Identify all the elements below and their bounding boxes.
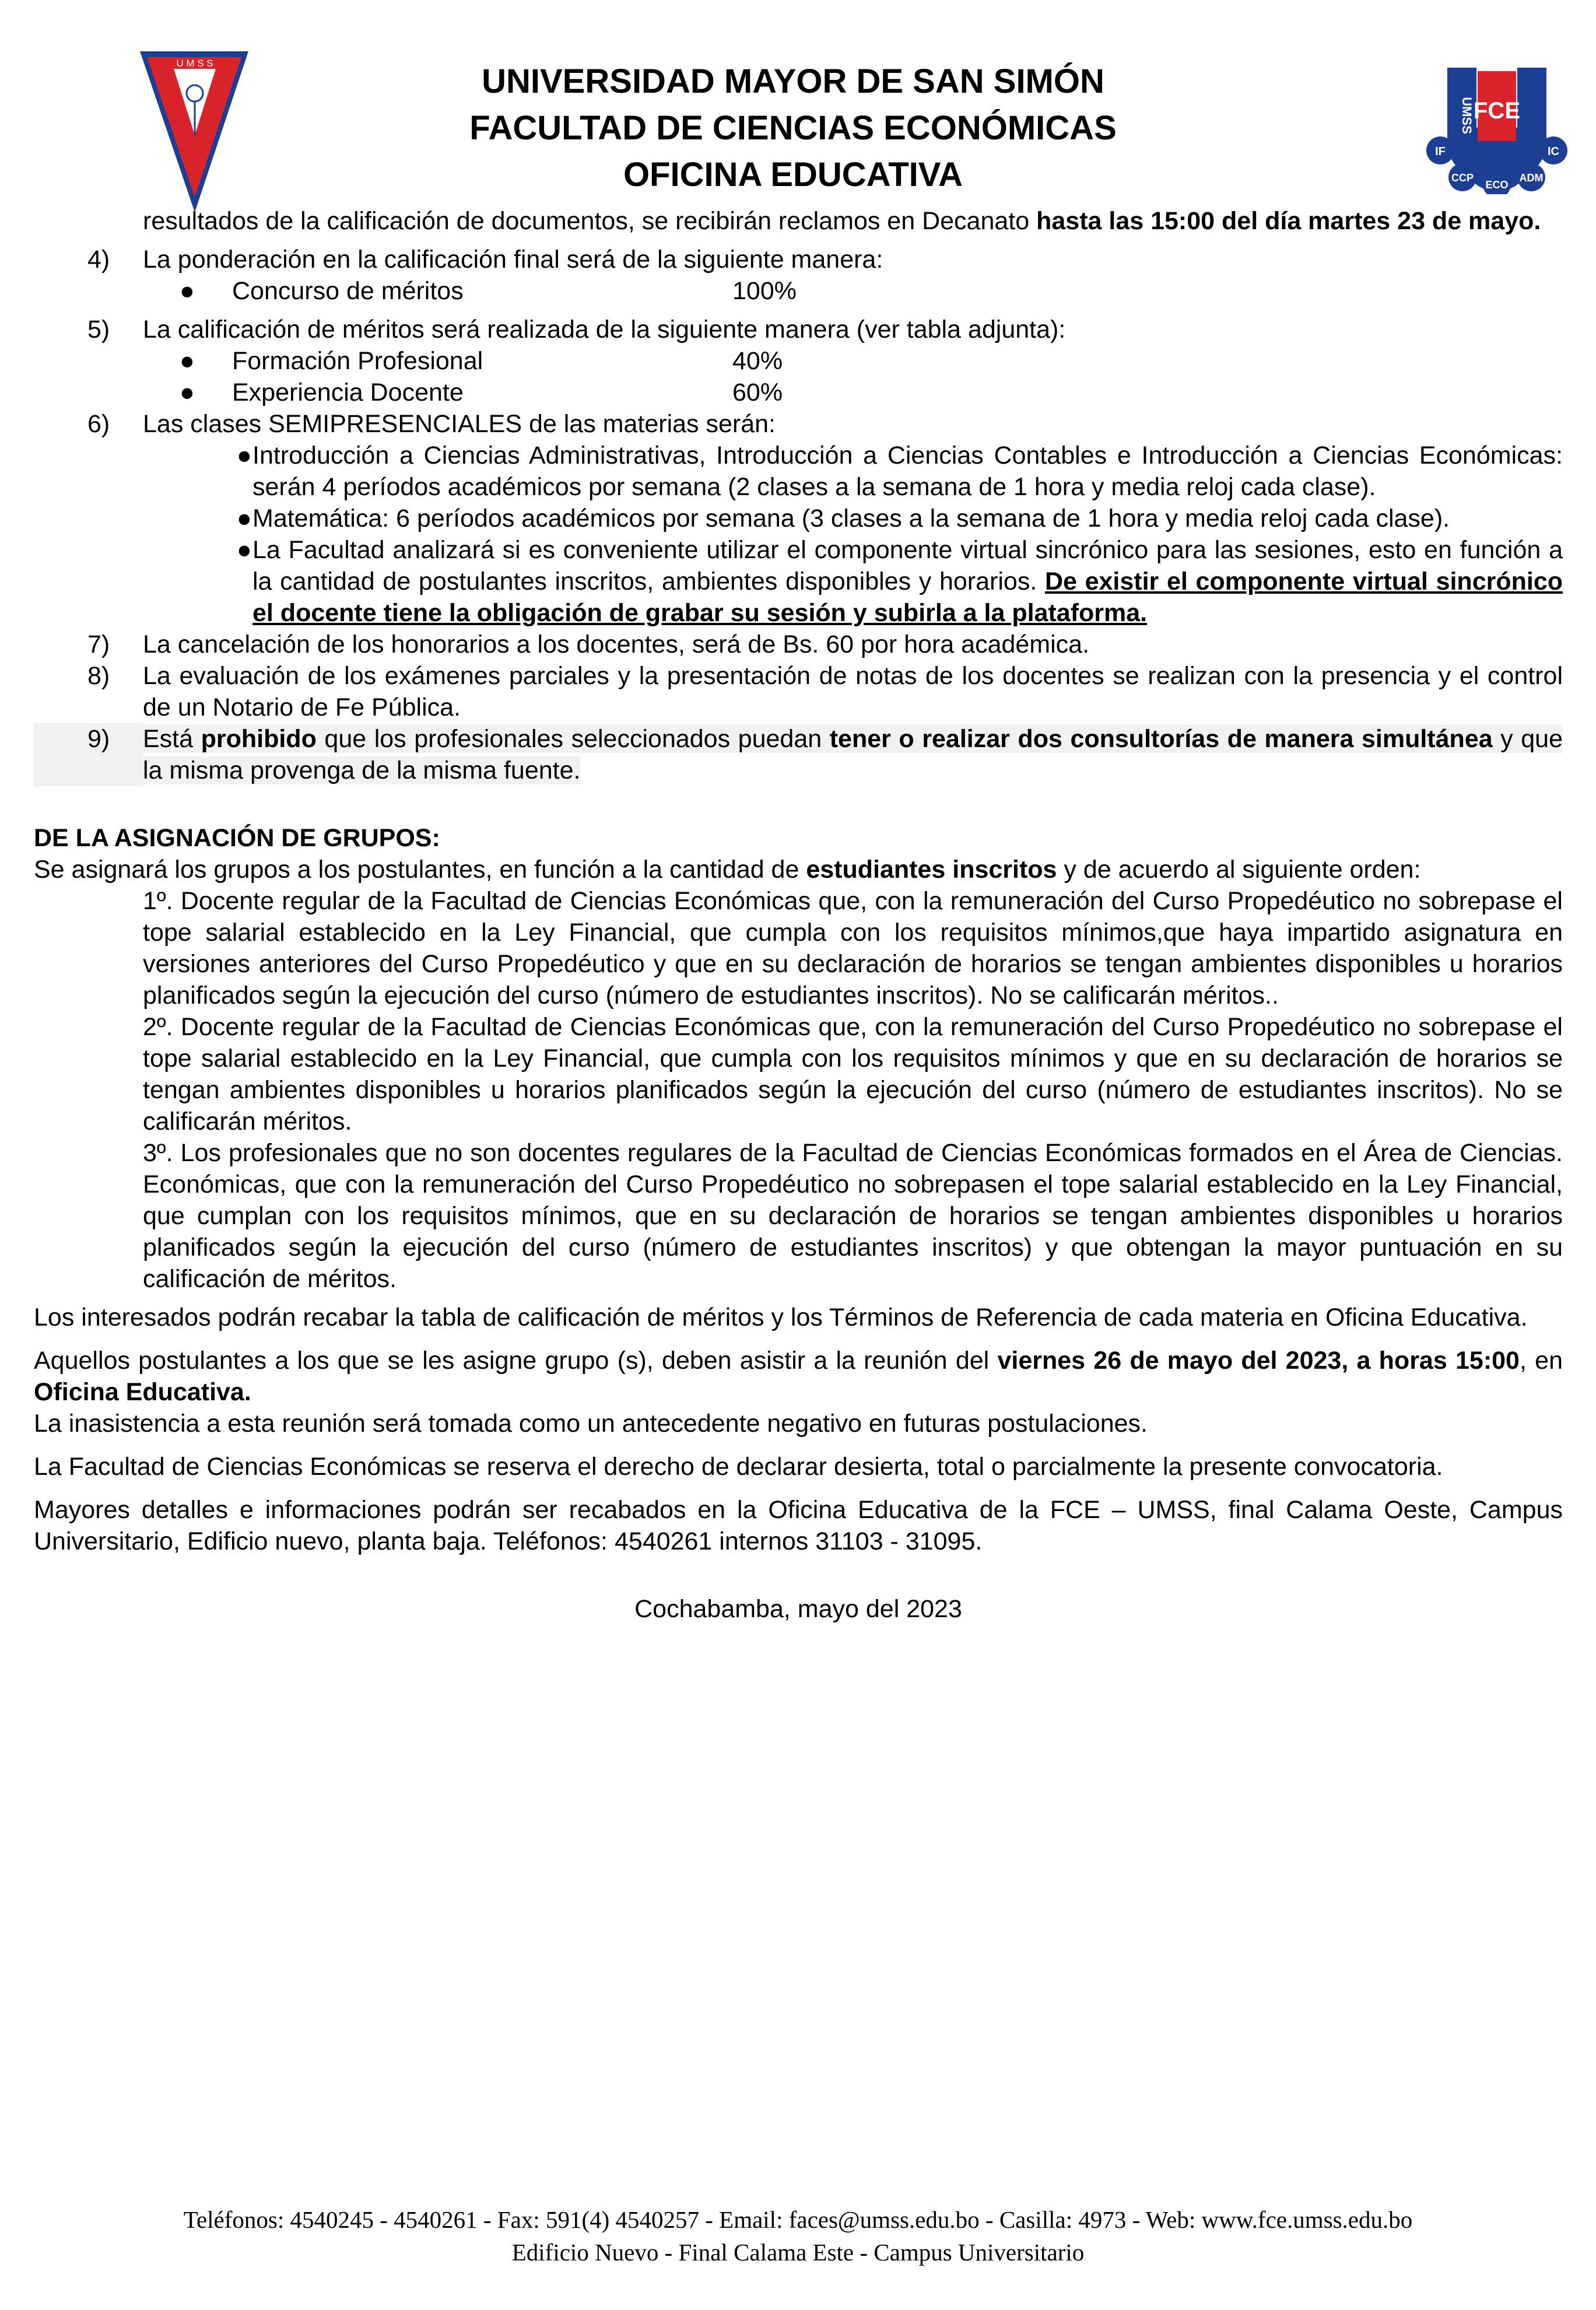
order-3: 3º. Los profesionales que no son docentes regulares de la Facultad de Ciencias Económicas formados en el Área de Ciencias. Económicas, que con la remuneración del Curso Propedéutico no sobrepasen el tope salarial establecido en la Ley Financial, que cumplan con los requisitos mínimos, que en su declaración de horarios se tengan ambientes disponibles u horarios planificados según la ejecución del curso (número de estudiantes inscritos) y que obtengan la mayor puntuación en su calificación de méritos. (143, 1139, 1563, 1293)
office-name: OFICINA EDUCATIVA (623, 156, 963, 194)
paragraph-reunion: Aquellos postulantes a los que se les asigne grupo (s), deben asistir a la reunión del viernes 26 de mayo del 2023, a horas 15:00, en Oficina Educativa. (34, 1347, 1563, 1406)
bullet-concurso: ● Concurso de méritos 100% (34, 275, 1563, 307)
paragraph-inasistencia: La inasistencia a esta reunión será tomada como un antecedente negativo en futuras postulaciones. (34, 1410, 1148, 1438)
bullet-virtual: ● La Facultad analizará si es conveniente utilizar el componente virtual sincrónico para las sesiones, esto en función a la cantidad de postulantes inscritos, ambientes disponibles y horarios. De existir el componente virtual sincrónico el docente tiene la obligación de grabar su sesión y subirla a la plataforma. (34, 534, 1563, 629)
list-item-7: 7) La cancelación de los honorarios a los docentes, será de Bs. 60 por hora académica. (87, 630, 1090, 658)
order-1: 1º. Docente regular de la Facultad de Ciencias Económicas que, con la remuneración del Curso Propedéutico no sobrepase el tope salarial establecido en la Ley Financial, que cumpla con los requisitos mínimos,que haya impartido asignatura en versiones anteriores del Curso Propedéutico y que en su declaración de horarios se tengan ambientes disponibles u horarios planificados según la ejecución del curso (número de estudiantes inscritos). No se calificarán méritos.. (143, 887, 1563, 1009)
faculty-name: FACULTAD DE CIENCIAS ECONÓMICAS (469, 109, 1117, 147)
svg-text:IC: IC (1548, 145, 1559, 158)
university-name: UNIVERSIDAD MAYOR DE SAN SIMÓN (482, 62, 1104, 100)
paragraph-reserva: La Facultad de Ciencias Económicas se reserva el derecho de declarar desierta, total o parcialmente la presente convocatoria. (34, 1453, 1443, 1481)
svg-text:ECO: ECO (1485, 179, 1509, 191)
umss-logo (139, 48, 250, 214)
paragraph-detalles: Mayores detalles e informaciones podrán ser recabados en la Oficina Educativa de la FCE – UMSS, final Calama Oeste, Campus Universitario, Edificio nuevo, planta baja. Teléfonos: 4540261 internos 31103 - 31095. (34, 1496, 1563, 1555)
svg-text:ADM: ADM (1519, 172, 1544, 184)
svg-text:IF: IF (1435, 145, 1446, 158)
bullet-introducciones: ● Introducción a Ciencias Administrativas, Introducción a Ciencias Contables e Introducción a Ciencias Económicas: serán 4 períodos académicos por semana (2 clases a la semana de 1 hora y media reloj cada clase). (34, 440, 1563, 503)
bullet-icon: ● (180, 378, 195, 406)
list-item-9: 9) Está prohibido que los profesionales seleccionados puedan tener o realizar dos consultorías de manera simultánea y que la misma provenga de la misma fuente. (34, 723, 1563, 786)
list-item-5: 5) La calificación de méritos será realizada de la siguiente manera (ver tabla adjunta): (87, 316, 1066, 343)
svg-text:U M S S: U M S S (176, 58, 213, 69)
document-body (34, 205, 1563, 1625)
closing-place-date: Cochabamba, mayo del 2023 (634, 1595, 962, 1623)
svg-text:UMSS: UMSS (1460, 97, 1474, 134)
intro-paragraph: resultados de la calificación de documentos, se recibirán reclamos en Decanato hasta las 15:00 del día martes 23 de mayo. (143, 207, 1541, 235)
footer-address: Edificio Nuevo - Final Calama Este - Campus Universitario (511, 2239, 1085, 2266)
letterhead (327, 58, 1260, 198)
bullet-icon: ● (180, 277, 195, 305)
bullet-icon: ● (237, 504, 252, 532)
bullet-experiencia: ● Experiencia Docente 60% (34, 377, 1563, 408)
bullet-icon: ● (180, 347, 195, 375)
list-item-4: 4) La ponderación en la calificación final será de la siguiente manera: (87, 246, 883, 274)
paragraph-tabla: Los interesados podrán recabar la tabla de calificación de méritos y los Términos de Referencia de cada materia en Oficina Educativa. (34, 1303, 1528, 1331)
section-intro: Se asignará los grupos a los postulantes, en función a la cantidad de estudiantes inscritos y de acuerdo al siguiente orden: (34, 856, 1421, 884)
order-2: 2º. Docente regular de la Facultad de Ciencias Económicas que, con la remuneración del Curso Propedéutico no sobrepase el tope salarial establecido en la Ley Financial, que cumpla con los requisitos mínimos y que en su declaración de horarios se tengan ambientes disponibles u horarios planificados según la ejecución del curso (número de estudiantes inscritos). No se calificarán méritos. (143, 1013, 1563, 1135)
fce-logo (1424, 63, 1570, 194)
footer (0, 2203, 1596, 2269)
bullet-matematica: ● Matemática: 6 períodos académicos por semana (3 clases a la semana de 1 hora y media reloj cada clase). (34, 503, 1563, 534)
footer-contact: Teléfonos: 4540245 - 4540261 - Fax: 591(4) 4540257 - Email: faces@umss.edu.bo - Casilla: 4973 - Web: www.fce.umss.edu.bo (183, 2206, 1413, 2233)
bullet-icon: ● (237, 441, 252, 469)
svg-text:CCP: CCP (1451, 172, 1474, 184)
svg-text:FCE: FCE (1474, 98, 1520, 124)
list-item-6: 6) Las clases SEMIPRESENCIALES de las materias serán: (87, 410, 776, 438)
section-title: DE LA ASIGNACIÓN DE GRUPOS: (34, 824, 440, 852)
bullet-icon: ● (237, 536, 252, 564)
bullet-formacion: ● Formación Profesional 40% (34, 345, 1563, 377)
list-item-8: 8) La evaluación de los exámenes parciales y la presentación de notas de los docentes se realizan con la presencia y el control de un Notario de Fe Pública. (87, 662, 1563, 721)
